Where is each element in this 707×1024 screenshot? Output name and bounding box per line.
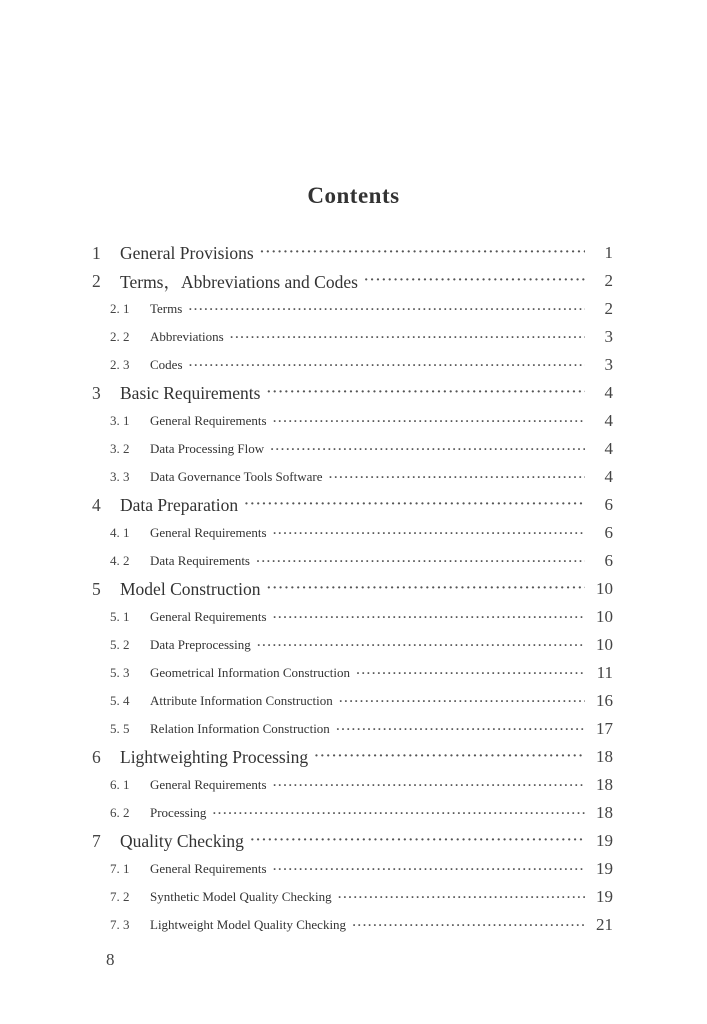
toc-section-entry[interactable] bbox=[0, 659, 707, 687]
dot-leader bbox=[212, 806, 585, 821]
toc-entry-number: 3. 1 bbox=[110, 413, 130, 428]
toc-section-entry[interactable] bbox=[0, 603, 707, 631]
toc-entry-page: 18 bbox=[596, 803, 613, 822]
toc-entry-page: 6 bbox=[604, 523, 613, 542]
toc-entry-page: 3 bbox=[604, 327, 613, 346]
toc-chapter-entry[interactable] bbox=[0, 743, 707, 771]
toc-entry-number: 6. 2 bbox=[110, 805, 130, 820]
toc-entry-number: 5. 3 bbox=[110, 665, 130, 680]
toc-entry-number: 6. 1 bbox=[110, 777, 130, 792]
toc-entry-number: 4. 1 bbox=[110, 525, 130, 540]
toc-section-entry[interactable] bbox=[0, 323, 707, 351]
dot-leader bbox=[364, 273, 585, 289]
toc-entry-label: General Requirements bbox=[150, 413, 267, 428]
toc-entry-number: 6 bbox=[92, 746, 101, 767]
toc-entry-label: General Requirements bbox=[150, 777, 267, 792]
toc-entry-label: General Requirements bbox=[150, 609, 267, 624]
toc-entry-page: 1 bbox=[604, 243, 613, 262]
dot-leader bbox=[188, 302, 585, 317]
toc-entry-number: 5. 4 bbox=[110, 693, 130, 708]
toc-section-entry[interactable] bbox=[0, 687, 707, 715]
toc-section-entry[interactable] bbox=[0, 547, 707, 575]
toc-entry-number: 5. 1 bbox=[110, 609, 130, 624]
dot-leader bbox=[266, 385, 585, 401]
dot-leader bbox=[314, 749, 585, 765]
toc-entry-page: 2 bbox=[604, 299, 613, 318]
toc-section-entry[interactable] bbox=[0, 295, 707, 323]
toc-entry-page: 10 bbox=[596, 579, 613, 598]
toc-entry-number: 5 bbox=[92, 578, 101, 599]
toc-chapter-entry[interactable] bbox=[0, 827, 707, 855]
toc-entry-number: 2. 2 bbox=[110, 329, 130, 344]
toc-section-entry[interactable] bbox=[0, 407, 707, 435]
toc-entry-label: Lightweight Model Quality Checking bbox=[150, 917, 347, 932]
dot-leader bbox=[250, 833, 585, 849]
dot-leader bbox=[336, 722, 585, 737]
toc-entry-page: 2 bbox=[604, 271, 613, 290]
toc-entry-page: 4 bbox=[604, 383, 613, 402]
toc-chapter-entry[interactable] bbox=[0, 491, 707, 519]
toc-entry-page: 19 bbox=[596, 887, 613, 906]
toc-entry-number: 3 bbox=[92, 382, 101, 403]
dot-leader bbox=[273, 414, 585, 429]
toc-entry-label: Data Preprocessing bbox=[150, 637, 251, 652]
toc-entry-label: Data Preparation bbox=[120, 494, 239, 515]
toc-section-entry[interactable] bbox=[0, 435, 707, 463]
toc-section-entry[interactable] bbox=[0, 351, 707, 379]
toc-entry-label: Processing bbox=[150, 805, 207, 820]
dot-leader bbox=[256, 554, 585, 569]
dot-leader bbox=[189, 358, 586, 373]
toc-entry-number: 7 bbox=[92, 830, 101, 851]
table-of-contents bbox=[0, 239, 707, 939]
toc-section-entry[interactable] bbox=[0, 855, 707, 883]
toc-entry-page: 16 bbox=[596, 691, 613, 710]
toc-chapter-entry[interactable] bbox=[0, 267, 707, 295]
toc-entry-page: 19 bbox=[596, 831, 613, 850]
toc-entry-label: Terms bbox=[150, 301, 183, 316]
toc-entry-label: Attribute Information Construction bbox=[150, 693, 333, 708]
toc-entry-label: General Requirements bbox=[150, 861, 267, 876]
dot-leader bbox=[230, 330, 585, 345]
toc-section-entry[interactable] bbox=[0, 911, 707, 939]
dot-leader bbox=[329, 470, 586, 485]
toc-entry-label: Basic Requirements bbox=[120, 382, 261, 403]
toc-entry-number: 1 bbox=[92, 242, 101, 263]
toc-chapter-entry[interactable] bbox=[0, 379, 707, 407]
dot-leader bbox=[270, 442, 585, 457]
toc-section-entry[interactable] bbox=[0, 631, 707, 659]
toc-entry-page: 4 bbox=[604, 467, 613, 486]
toc-section-entry[interactable] bbox=[0, 519, 707, 547]
dot-leader bbox=[273, 610, 585, 625]
toc-entry-number: 3. 3 bbox=[110, 469, 130, 484]
toc-entry-label: Model Construction bbox=[120, 578, 261, 599]
toc-entry-number: 3. 2 bbox=[110, 441, 130, 456]
toc-entry-label: Data Requirements bbox=[150, 553, 250, 568]
dot-leader bbox=[273, 862, 585, 877]
toc-entry-page: 6 bbox=[604, 551, 613, 570]
toc-entry-page: 21 bbox=[596, 915, 613, 934]
toc-entry-page: 18 bbox=[596, 775, 613, 794]
toc-section-entry[interactable] bbox=[0, 771, 707, 799]
toc-entry-label: Data Processing Flow bbox=[150, 441, 265, 456]
dot-leader bbox=[257, 638, 585, 653]
toc-entry-page: 3 bbox=[604, 355, 613, 374]
dot-leader bbox=[244, 497, 585, 513]
toc-entry-page: 10 bbox=[596, 607, 613, 626]
toc-entry-label: Relation Information Construction bbox=[150, 721, 330, 736]
dot-leader bbox=[339, 694, 585, 709]
toc-section-entry[interactable] bbox=[0, 799, 707, 827]
dot-leader bbox=[273, 778, 585, 793]
dot-leader bbox=[266, 581, 585, 597]
dot-leader bbox=[273, 526, 585, 541]
toc-entry-number: 5. 5 bbox=[110, 721, 130, 736]
toc-section-entry[interactable] bbox=[0, 715, 707, 743]
toc-entry-page: 19 bbox=[596, 859, 613, 878]
toc-entry-page: 18 bbox=[596, 747, 613, 766]
toc-entry-label: Codes bbox=[150, 357, 183, 372]
dot-leader bbox=[352, 918, 585, 933]
toc-entry-number: 7. 3 bbox=[110, 917, 130, 932]
toc-entry-label: Geometrical Information Construction bbox=[150, 665, 351, 680]
toc-entry-label: Data Governance Tools Software bbox=[150, 469, 323, 484]
page-title: Contents bbox=[307, 183, 400, 209]
toc-entry-label: General Provisions bbox=[120, 242, 254, 263]
toc-entry-label: Quality Checking bbox=[120, 830, 244, 851]
toc-entry-label: Terms，Abbreviations and Codes bbox=[120, 271, 358, 292]
toc-section-entry[interactable] bbox=[0, 883, 707, 911]
dot-leader bbox=[356, 666, 585, 681]
toc-entry-number: 5. 2 bbox=[110, 637, 130, 652]
toc-chapter-entry[interactable] bbox=[0, 575, 707, 603]
toc-entry-number: 2 bbox=[92, 270, 101, 291]
page-number: 8 bbox=[106, 950, 115, 969]
toc-entry-number: 2. 3 bbox=[110, 357, 130, 372]
toc-entry-page: 6 bbox=[604, 495, 613, 514]
dot-leader bbox=[260, 245, 585, 261]
toc-entry-number: 4 bbox=[92, 494, 101, 515]
toc-chapter-entry[interactable] bbox=[0, 239, 707, 267]
toc-entry-page: 4 bbox=[604, 411, 613, 430]
toc-section-entry[interactable] bbox=[0, 463, 707, 491]
toc-entry-page: 17 bbox=[596, 719, 613, 738]
toc-entry-page: 10 bbox=[596, 635, 613, 654]
toc-entry-page: 4 bbox=[604, 439, 613, 458]
toc-entry-number: 7. 2 bbox=[110, 889, 130, 904]
toc-entry-number: 4. 2 bbox=[110, 553, 130, 568]
toc-entry-number: 2. 1 bbox=[110, 301, 130, 316]
toc-entry-page: 11 bbox=[596, 663, 613, 682]
toc-entry-label: Lightweighting Processing bbox=[120, 746, 309, 767]
toc-entry-number: 7. 1 bbox=[110, 861, 130, 876]
toc-entry-label: Abbreviations bbox=[150, 329, 224, 344]
toc-entry-label: Synthetic Model Quality Checking bbox=[150, 889, 332, 904]
dot-leader bbox=[338, 890, 585, 905]
toc-entry-label: General Requirements bbox=[150, 525, 267, 540]
